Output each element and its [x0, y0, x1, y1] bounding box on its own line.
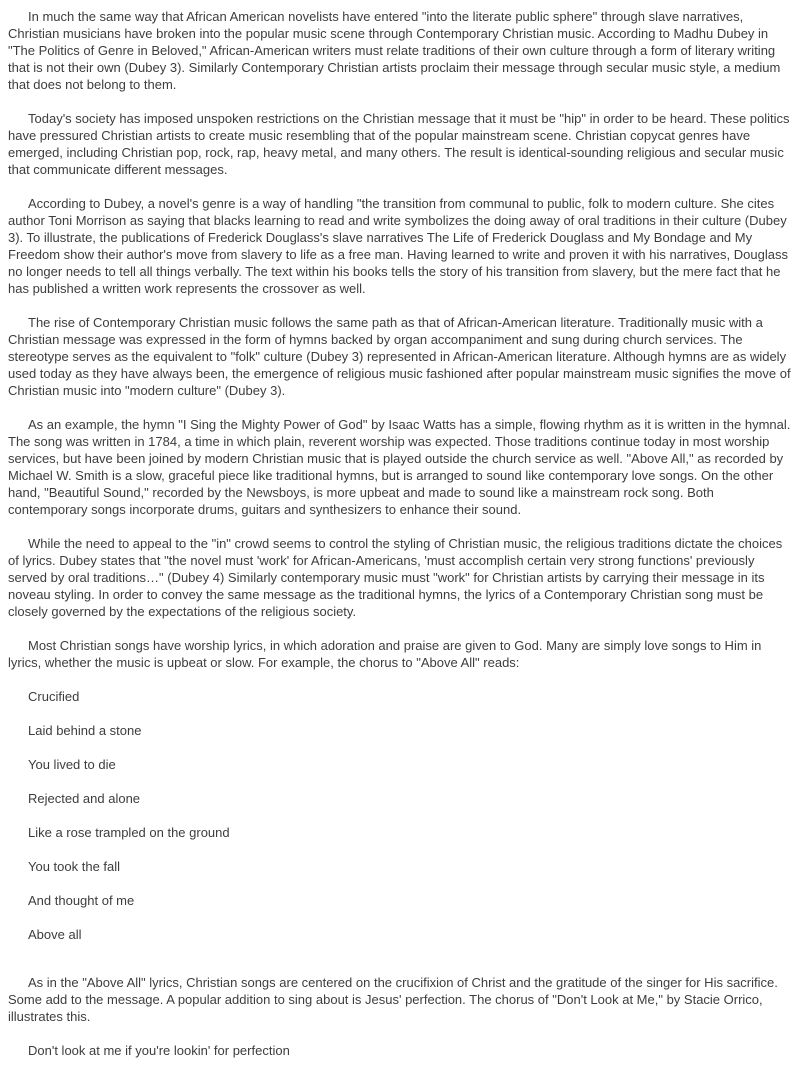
lyric-line: You took the fall	[28, 859, 121, 874]
lyric-line: And thought of me	[28, 893, 135, 908]
lyric-line: Laid behind a stone	[28, 723, 142, 738]
lyric-line: You lived to die	[28, 757, 116, 772]
paragraph-intro: In much the same way that African American novelists have entered "into the literate public sphere" through slave narratives, Christian musicians have broken into the popular music scene through Contemporary Christian music. According to Madhu Dubey in "The Politics of Genre in Beloved," African-American writers must relate traditions of their own culture through a form of literary writing that is not their own (Dubey 3). Similarly Contemporary Christian artists proclaim their message through secular music style, a medium that does not belong to them.	[8, 9, 781, 92]
paragraph-after-lyrics: As in the "Above All" lyrics, Christian songs are centered on the crucifixion of Christ and the gratitude of the singer for His sacrifice. Some add to the message. A popular addition to sing about is Jesus' perfection. The chorus of "Don't Look at Me," by Stacie Orrico, illustrates this.	[8, 975, 778, 1024]
lyric-line: Don't look at me if you're lookin' for perfection	[28, 1043, 290, 1058]
lyric-line: Like a rose trampled on the ground	[28, 825, 230, 840]
paragraph-lyric-choices: While the need to appeal to the "in" crowd seems to control the styling of Christian music, the religious traditions dictate the choices of lyrics. Dubey states that "the novel must 'work' for African-Americans, 'must accomplish certain very strong functions' previously served by oral traditions…" (Dubey 4) Similarly contemporary music must "work" for Christian artists by carrying their message in its noveau styling. In order to convey the same message as the traditional hymns, the lyrics of a Contemporary Christian song must be closely governed by the expectations of the religious society.	[8, 536, 783, 619]
lyric-line: Rejected and alone	[28, 791, 141, 806]
paragraph-according-to-dubey: According to Dubey, a novel's genre is a way of handling "the transition from communal to public, folk to modern culture. She cites author Toni Morrison as saying that blacks learning to read and write symbolizes the doing away of oral traditions in their culture (Dubey 3). To illustrate, the publications of Frederick Douglass's slave narratives The Life of Frederick Douglass and My Bondage and My Freedom show their author's move from slavery to life as a free man. Having learned to write and proven it with his narratives, Douglass no longer needs to tell all things verbally. The text within his books tells the story of his transition from slavery, but the mere fact that he has published a written work represents the crossover as well.	[8, 196, 788, 296]
paragraph-rise-of-ccm: The rise of Contemporary Christian music follows the same path as that of African-American literature. Traditionally music with a Christian message was expressed in the form of hymns backed by organ accompaniment and sung during church services. The stereotype serves as the equivalent to "folk" culture (Dubey 3) represented in African-American literature. Although hymns are as widely used today as they have always been, the emergence of religious music fashioned after popular mainstream music signifies the move of Christian music into "modern culture" (Dubey 3).	[8, 315, 791, 398]
lyric-line: Above all	[28, 927, 82, 942]
lyric-line: Crucified	[28, 689, 80, 704]
paragraph-todays-society: Today's society has imposed unspoken restrictions on the Christian message that it must be "hip" in order to be heard. These politics have pressured Christian artists to create music resembling that of the popular mainstream scene. Christian copycat genres have emerged, including Christian pop, rock, rap, heavy metal, and many others. The result is identical-sounding religious and secular music that communicate different messages.	[8, 111, 790, 177]
essay-document	[8, 8, 792, 1059]
paragraph-hymn-example: As an example, the hymn "I Sing the Mighty Power of God" by Isaac Watts has a simple, flowing rhythm as it is written in the hymnal. The song was written in 1784, a time in which plain, reverent worship was expected. Those traditions continue today in most worship services, but have been joined by modern Christian music that is played outside the church service as well. "Above All," as recorded by Michael W. Smith is a slow, graceful piece like traditional hymns, but is arranged to sound like contemporary love songs. On the other hand, "Beautiful Sound," recorded by the Newsboys, is more upbeat and made to sound like a mainstream rock song. Both contemporary songs incorporate drums, guitars and synthesizers to enhance their sound.	[8, 417, 791, 517]
paragraph-worship-lyrics: Most Christian songs have worship lyrics, in which adoration and praise are given to God. Many are simply love songs to Him in lyrics, whether the music is upbeat or slow. For example, the chorus to "Above All" reads:	[8, 638, 762, 670]
